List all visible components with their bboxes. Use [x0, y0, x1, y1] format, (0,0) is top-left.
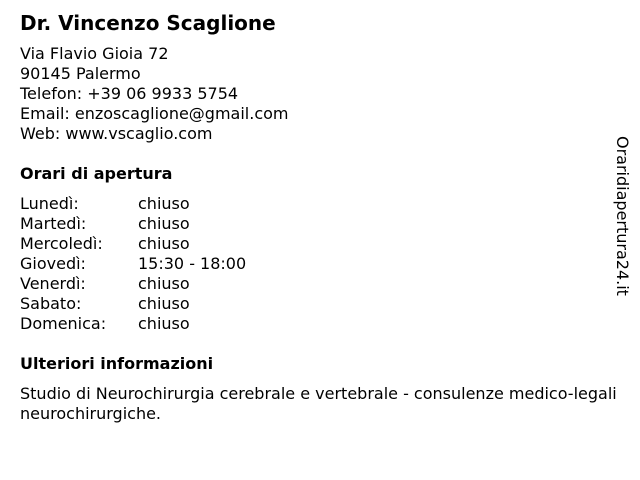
hours-value: chiuso [138, 214, 190, 233]
address-phone: Telefon: +39 06 9933 5754 [20, 84, 239, 103]
hours-day: Sabato: [20, 294, 82, 313]
hours-day: Domenica: [20, 314, 107, 333]
address-web: Web: www.vscaglio.com [20, 124, 213, 143]
hours-row-wednesday [20, 234, 246, 254]
hours-day: Lunedì: [20, 194, 79, 213]
address-block [20, 44, 289, 144]
hours-day: Venerdì: [20, 274, 86, 293]
address-street: Via Flavio Gioia 72 [20, 44, 169, 63]
further-info-heading: Ulteriori informazioni [20, 354, 214, 373]
hours-value: 15:30 - 18:00 [138, 254, 247, 273]
hours-value: chiuso [138, 194, 190, 213]
hours-row-sunday [20, 314, 246, 334]
address-city: 90145 Palermo [20, 64, 141, 83]
hours-row-saturday [20, 294, 246, 314]
hours-day: Giovedì: [20, 254, 86, 273]
hours-row-friday [20, 274, 246, 294]
hours-day: Mercoledì: [20, 234, 103, 253]
hours-row-tuesday [20, 214, 246, 234]
hours-day: Martedì: [20, 214, 87, 233]
page-title: Dr. Vincenzo Scaglione [20, 11, 276, 35]
hours-value: chiuso [138, 274, 190, 293]
watermark [604, 136, 640, 308]
watermark-text: Oraridiapertura24.it [613, 136, 632, 296]
hours-row-monday [20, 194, 246, 214]
opening-hours-table [20, 194, 246, 334]
address-email: Email: enzoscaglione@gmail.com [20, 104, 289, 123]
hours-value: chiuso [138, 234, 190, 253]
hours-value: chiuso [138, 294, 190, 313]
hours-value: chiuso [138, 314, 190, 333]
hours-row-thursday [20, 254, 246, 274]
opening-hours-heading: Orari di apertura [20, 164, 173, 183]
further-info-text: Studio di Neurochirurgia cerebrale e vertebrale - consulenze medico-legali neurochirurgiche. [20, 384, 617, 423]
